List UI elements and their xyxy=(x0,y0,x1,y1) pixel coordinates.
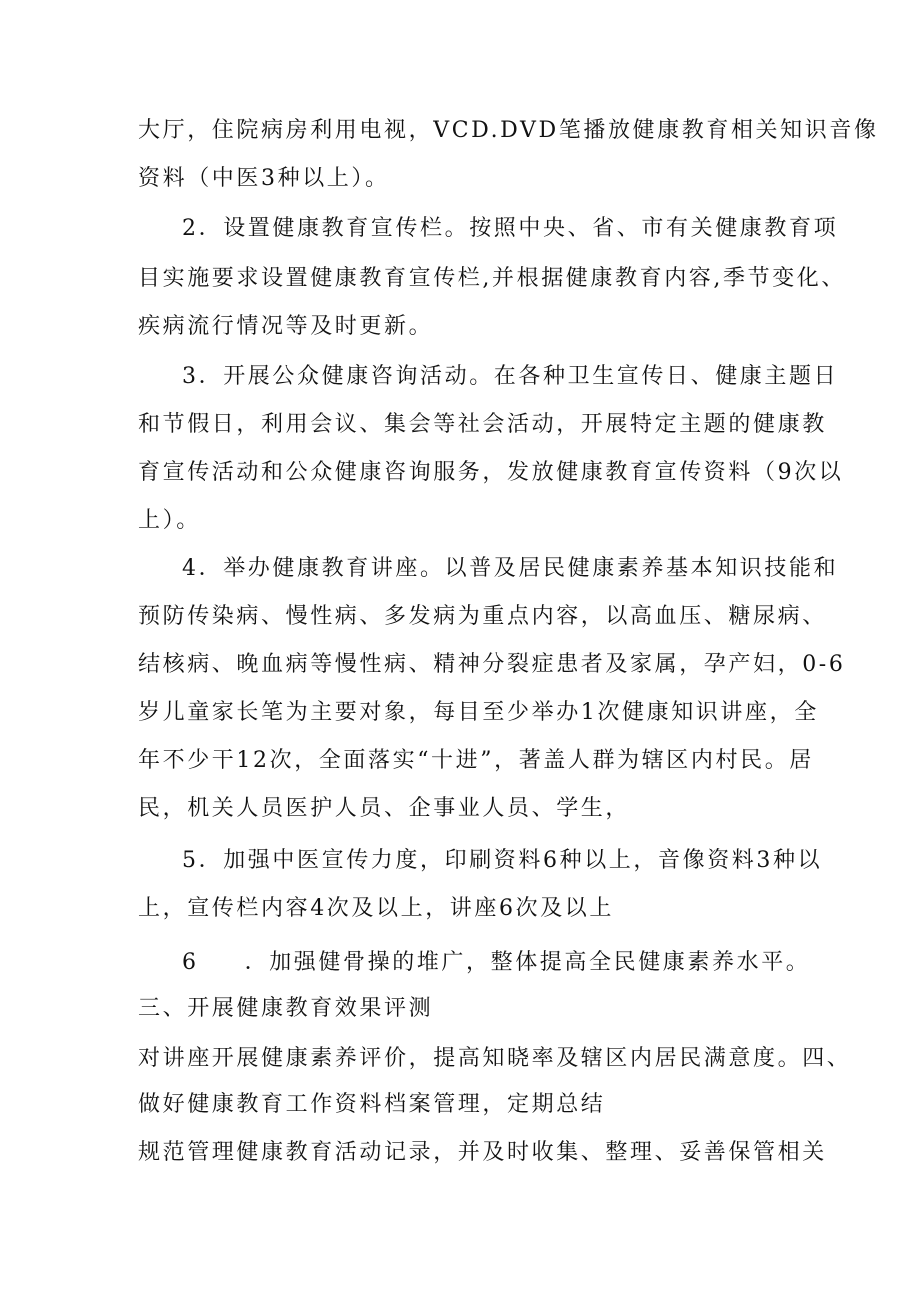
text-line: 育宣传活动和公众健康咨询服务，发放健康教育宣传资料（9次以 xyxy=(138,460,844,485)
section-heading: 做好健康教育工作资料档案管理，定期总结 xyxy=(138,1092,606,1117)
text-line: 预防传染病、慢性病、多发病为重点内容，以高血压、糖尿病、 xyxy=(138,604,827,629)
paragraph-6-line xyxy=(182,948,811,978)
item-text: ．加强健骨操的堆广，整体提高全民健康素养水平。 xyxy=(244,950,811,975)
section-heading: 三、开展健康教育效果评测 xyxy=(138,996,434,1021)
text-line: 对讲座开展健康素养评价，提高知晓率及辖区内居民满意度。四、 xyxy=(138,1046,852,1071)
paragraph-4-line: 4．举办健康教育讲座。以普及居民健康素养基本知识技能和 xyxy=(182,556,839,581)
paragraph-5-line: 5．加强中医宣传力度，印刷资料6种以上，音像资料3种以 xyxy=(182,848,823,873)
text-line: 结核病、晚血病等慢性病、精神分裂症患者及家属，孕产妇，0-6 xyxy=(138,652,846,677)
item-number: 6 xyxy=(182,950,199,975)
text-line: 目实施要求设置健康教育宣传栏,并根据健康教育内容,季节变化、 xyxy=(138,266,846,291)
text-line: 年不少干12次，全面落实“十进”，著盖人群为辖区内村民。居 xyxy=(138,748,814,773)
text-line: 大厅，住院病房利用电视，VCD.DVD笔播放健康教育相关知识音像 xyxy=(138,118,879,143)
paragraph-3-line: 3．开展公众健康咨询活动。在各种卫生宣传日、健康主题日 xyxy=(182,364,839,389)
text-line: 民，机关人员医护人员、企事业人员、学生， xyxy=(138,796,631,821)
text-line: 岁儿童家长笔为主要对象，每目至少举办1次健康知识讲座，全 xyxy=(138,700,819,725)
paragraph-2-line: 2．设置健康教育宣传栏。按照中央、省、市有关健康教育项 xyxy=(182,216,839,241)
text-line: 资料（中医3种以上）。 xyxy=(138,166,390,191)
text-line: 和节假日，利用会议、集会等社会活动，开展特定主题的健康教 xyxy=(138,412,827,437)
text-line: 规范管理健康教育活动记录，并及时收集、整理、妥善保管相关 xyxy=(138,1140,827,1165)
text-line: 上，宣传栏内容4次及以上，讲座6次及以上 xyxy=(138,896,614,921)
text-line: 疾病流行情况等及时更新。 xyxy=(138,314,434,339)
text-line: 上）。 xyxy=(138,508,201,533)
